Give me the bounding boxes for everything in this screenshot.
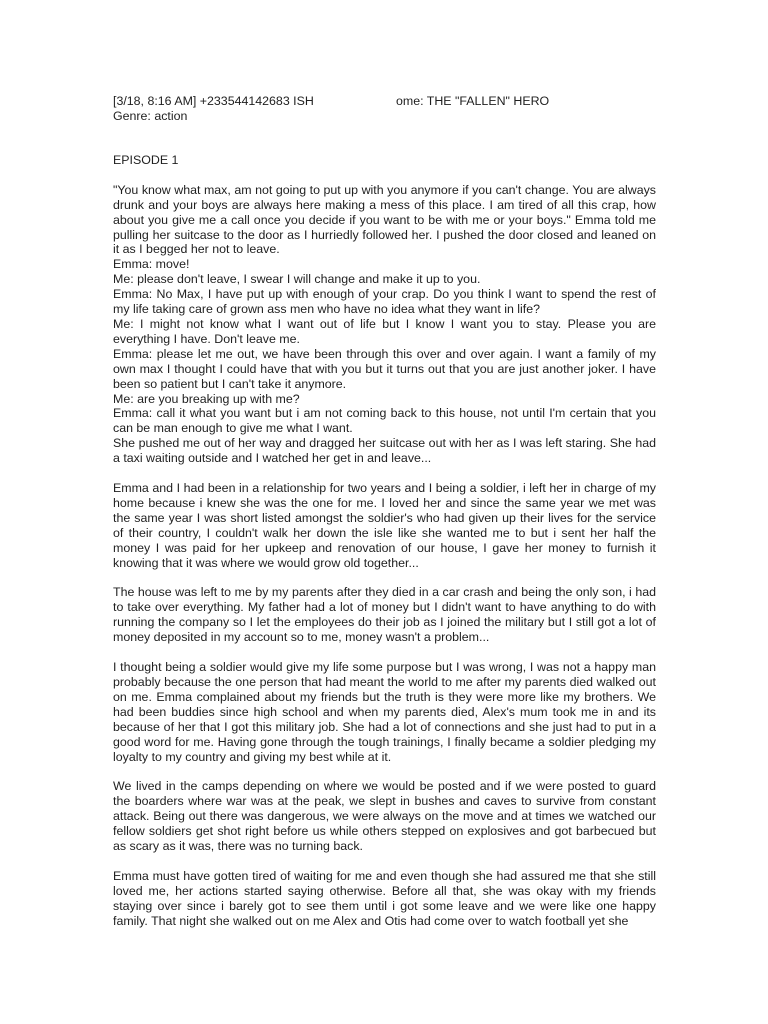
dialogue-line: Me: I might not know what I want out of life but I know I want you to stay. Please you are everything I have. Don't leave me. [113,316,656,346]
dialogue-line: "You know what max, am not going to put up with you anymore if you can't change. You are always drunk and your boys are always here making a mess of this place. I am tired of all this crap, how about you give me a call once you decide if you want to be with me or your boys." Emma told me pulling her suitcase to the door as I hurriedly followed her. I pushed the door closed and leaned on it as I begged her not to leave. [113,182,656,257]
dialogue-line: Emma: No Max, I have put up with enough of your crap. Do you think I want to spend the rest of my life taking care of grown ass men who have no idea what they want in life? [113,287,656,317]
dialogue-line: Emma: call it what you want but i am not coming back to this house, not until I'm certain that you can be man enough to give me what I want. [113,406,656,436]
story-paragraph: The house was left to me by my parents after they died in a car crash and being the only son, i had to take over everything. My father had a lot of money but I didn't want to have anything to do with running the company so I let the employees do their job as I joined the military but I still got a lot of money deposited in my account so to me, money wasn't a problem... [113,585,656,645]
dialogue-line: Me: please don't leave, I swear I will change and make it up to you. [113,272,481,287]
episode-heading: EPISODE 1 [113,152,179,167]
story-paragraph: Emma and I had been in a relationship for two years and I being a soldier, i left her in charge of my home because i knew she was the one for me. I loved her and since the same year we met was the same year I was short listed amongst the soldier's who had given up their lives for the service of their country, I couldn't walk her down the isle like she wanted me to but i sent her half the money I was paid for her upkeep and renovation of our house, I gave her money to furnish it knowing that it was where we would grow old together... [113,481,656,570]
message-meta: [3/18, 8:16 AM] +233544142683 ISH [113,94,314,108]
dialogue-line: Me: are you breaking up with me? [113,391,300,406]
document-body [113,94,656,929]
story-title: ome: THE "FALLEN" HERO [396,94,550,108]
story-paragraph: We lived in the camps depending on where we would be posted and if we were posted to guard the boarders where war was at the peak, we slept in bushes and caves to survive from constant attack. Being out there was dangerous, we were always on the move and at times we watched our fellow soldiers get shot right before us while others stepped on explosives and got barbecued but as scary as it was, there was no turning back. [113,779,656,854]
dialogue-block [113,183,656,466]
dialogue-line: She pushed me out of her way and dragged her suitcase out with her as I was left staring. She had a taxi waiting outside and I watched her get in and leave... [113,436,656,466]
story-paragraph: Emma must have gotten tired of waiting for me and even though she had assured me that she still loved me, her actions started saying otherwise. Before all that, she was okay with my friends staying over since i barely got to see them until i got some leave and we were like one happy family. That night she walked out on me Alex and Otis had come over to watch football yet she [113,868,656,928]
genre-line: Genre: action [113,109,188,123]
message-header [113,94,656,109]
dialogue-line: Emma: move! [113,257,190,272]
story-paragraph: I thought being a soldier would give my life some purpose but I was wrong, I was not a happy man probably because the one person that had meant the world to me after my parents died walked out on me. Emma complained about my friends but the truth is they were more like my brothers. We had been buddies since high school and when my parents died, Alex's mum took me in and its because of her that I got this military job. She had a lot of connections and she just had to put in a good word for me. Having gone through the tough trainings, I finally became a soldier pledging my loyalty to my country and giving my best while at it. [113,660,656,764]
dialogue-line: Emma: please let me out, we have been through this over and over again. I want a family of my own max I thought I could have that with you but it turns out that you are just another joker. I have been so patient but I can't take it anymore. [113,346,656,391]
